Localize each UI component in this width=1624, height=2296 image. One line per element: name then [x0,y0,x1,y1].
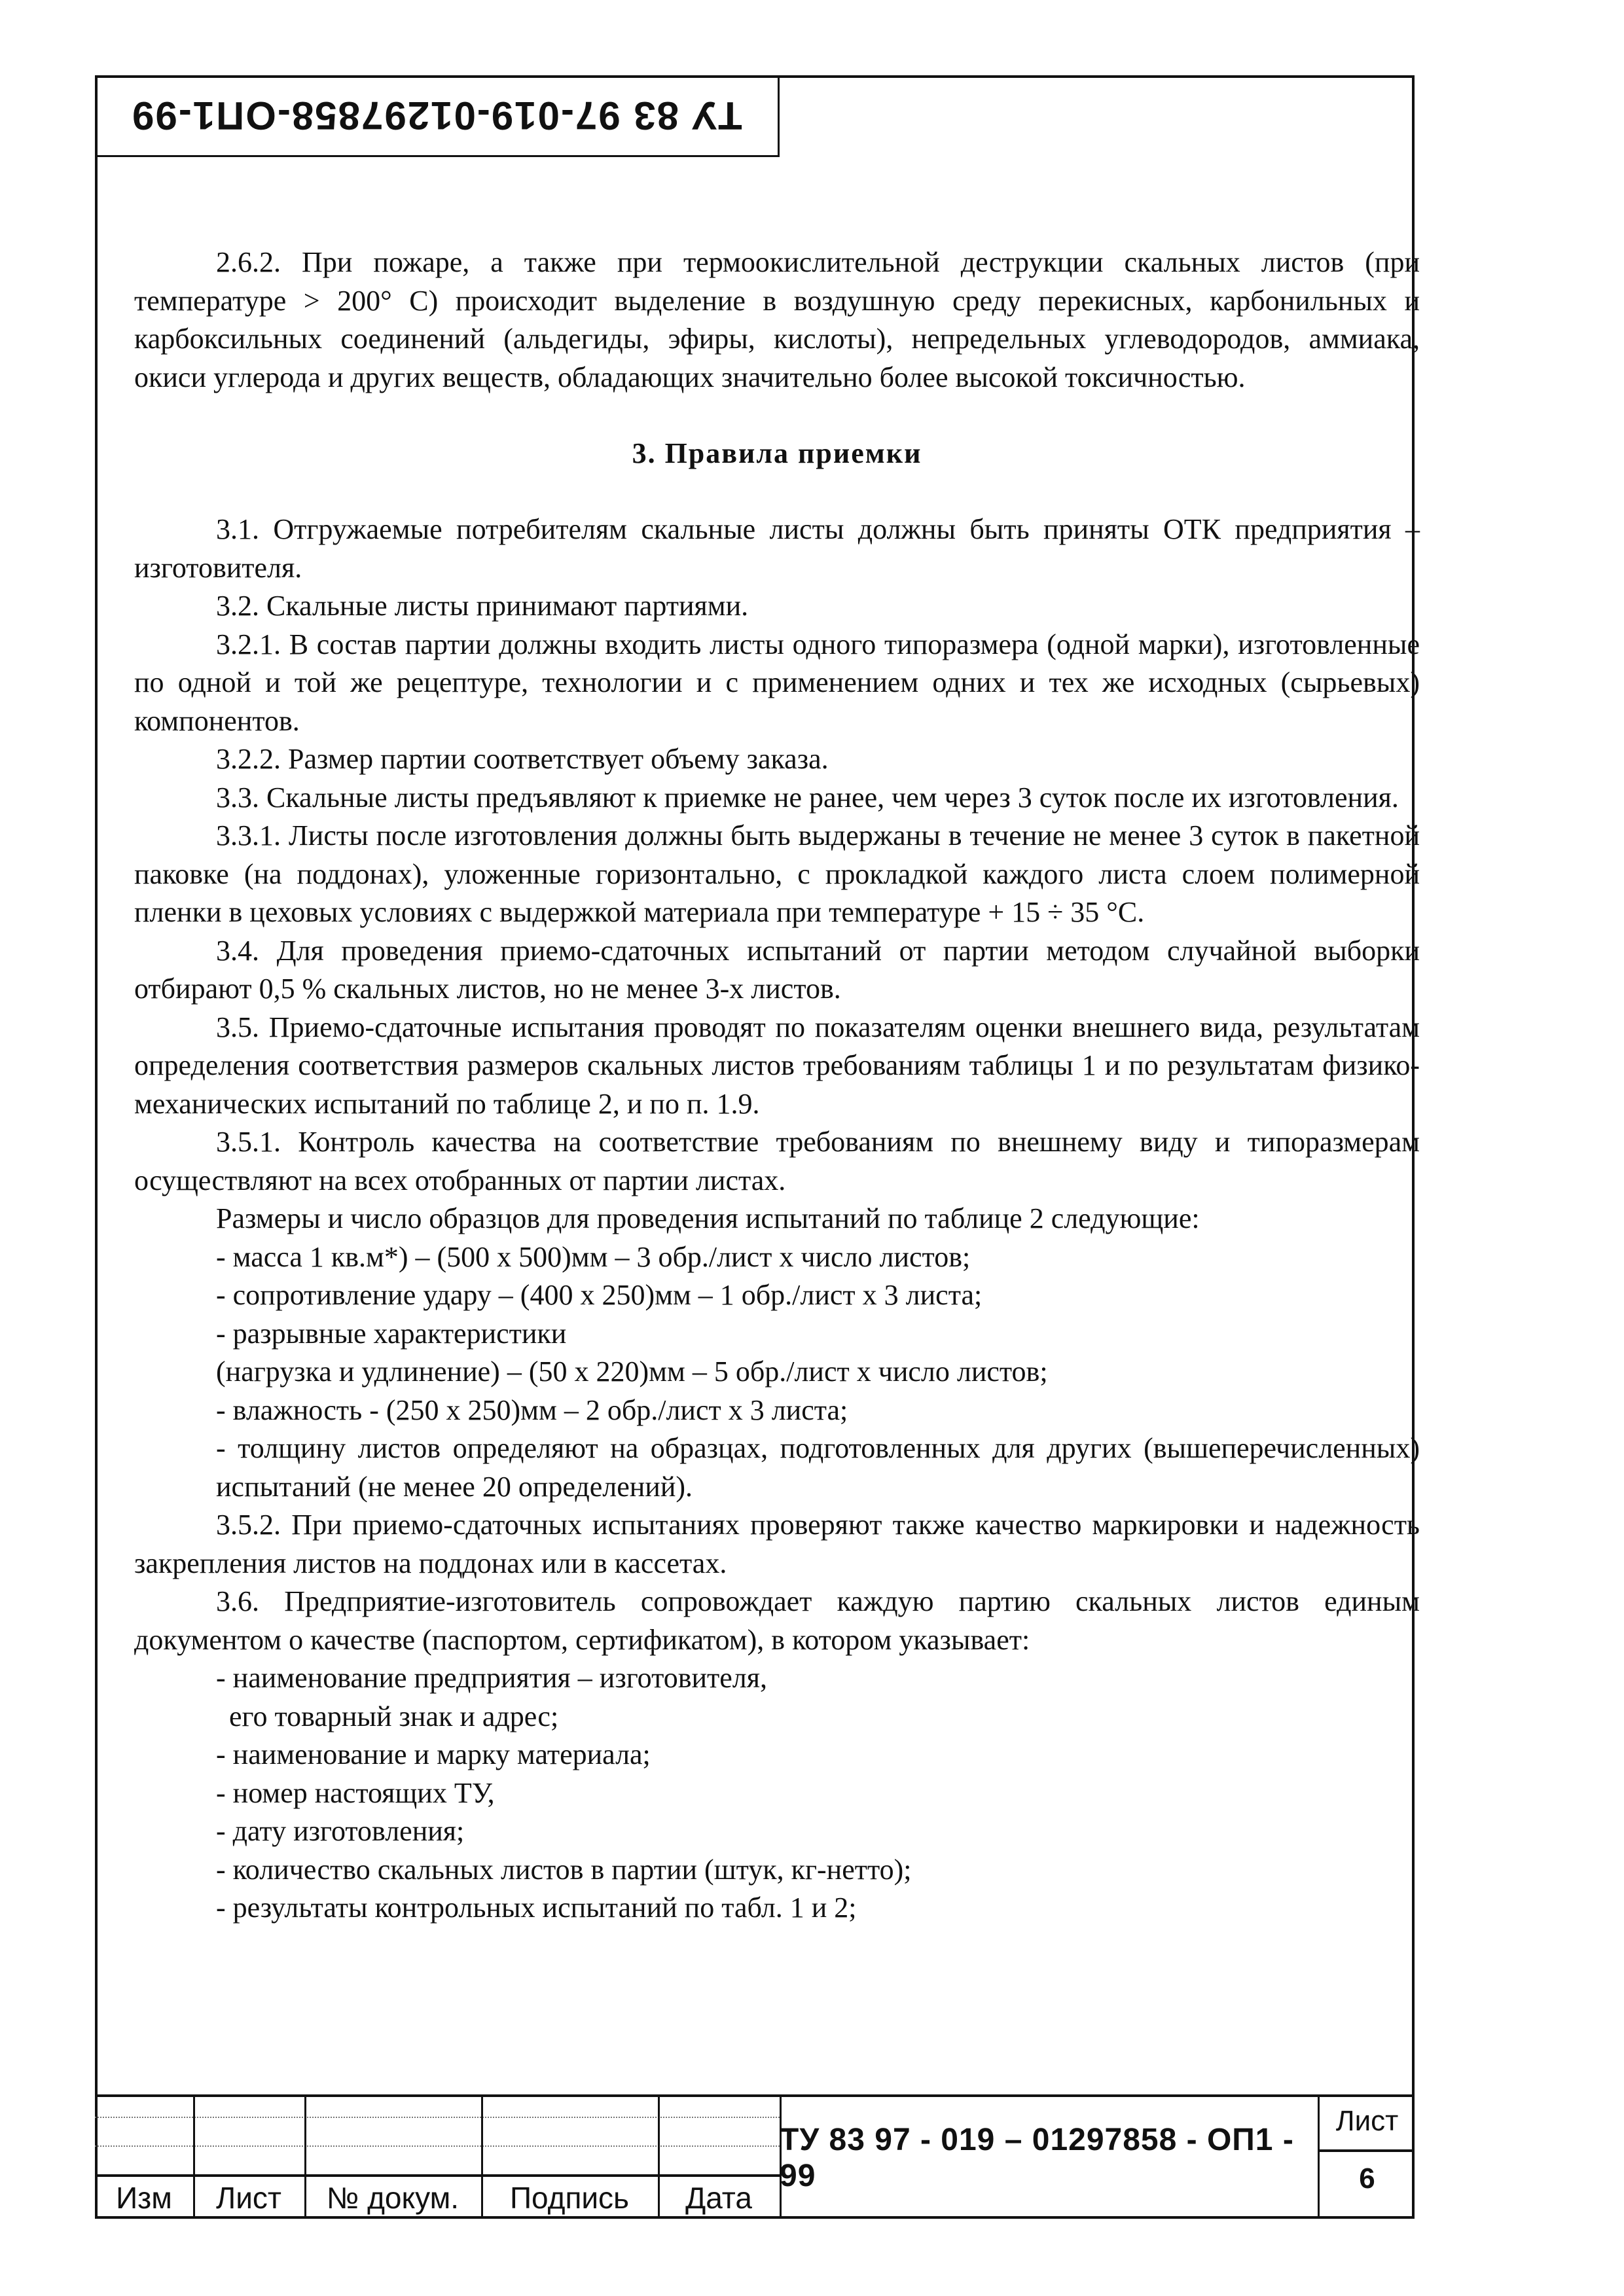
title-block [95,2094,1415,2219]
sheet-label: Лист [1335,2105,1399,2137]
document-body [134,243,1420,1928]
list-item: - влажность - (250 х 250)мм – 2 обр./лист х 3 листа; [216,1393,848,1426]
top-stamp-text: ТУ 83 97-019-01297858-ОП1-99 [130,93,742,137]
title-block-dotted-line [95,2145,780,2147]
paragraph-3-2-1: 3.2.1. В состав партии должны входить листы одного типоразмера (одной марки), изготовленные по одной и той же рецептуре, технологии и с применением одних и тех же исходных (сырьевых) компонентов. [134,628,1420,737]
samples-intro: Размеры и число образцов для проведения испытаний по таблице 2 следующие: [216,1202,1200,1234]
list-item: - толщину листов определяют на образцах, подготовленных для других (вышеперечисленных) испытаний (не менее 20 определений). [216,1432,1420,1503]
title-block-dotted-line [95,2117,780,2118]
paragraph-3-1: 3.1. Отгружаемые потребителям скальные листы должны быть приняты ОТК предприятия – изготовителя. [134,513,1420,584]
paragraph-3-3: 3.3. Скальные листы предъявляют к приемке не ранее, чем через 3 суток после их изготовления. [216,781,1399,814]
list-item: - результаты контрольных испытаний по табл. 1 и 2; [216,1892,857,1924]
col-sign-label: Подпись [509,2181,630,2215]
list-item: его товарный знак и адрес; [229,1700,559,1732]
paragraph-3-5-1: 3.5.1. Контроль качества на соответствие требованиям по внешнему виду и типоразмерам осуществляют на всех отобранных от партии листах. [134,1126,1420,1196]
sheet-number: 6 [1359,2162,1375,2195]
list-item: - количество скальных листов в партии (штук, кг-нетто); [216,1853,912,1886]
top-stamp [95,75,780,157]
list-item: - наименование предприятия – изготовителя, [216,1662,767,1694]
col-list-label: Лист [216,2181,281,2215]
paragraph-3-5-2: 3.5.2. При приемо-сдаточных испытаниях проверяют также качество маркировки и надежность закрепления листов на поддонах или в кассетах. [134,1509,1420,1579]
col-date-label: Дата [685,2181,752,2215]
paragraph-3-2-2: 3.2.2. Размер партии соответствует объему заказа. [216,743,829,775]
paragraph-3-4: 3.4. Для проведения приемо-сдаточных испытаний от партии методом случайной выборки отбирают 0,5 % скальных листов, но не менее 3-х листов. [134,934,1420,1005]
list-item: - наименование и марку материала; [216,1738,651,1770]
paragraph-3-2: 3.2. Скальные листы принимают партиями. [216,590,749,622]
list-item: - масса 1 кв.м*) – (500 х 500)мм – 3 обр./лист х число листов; [216,1240,971,1273]
col-doc-label: № докум. [326,2181,460,2215]
list-item: - дату изготовления; [216,1815,465,1847]
paragraph-2-6-2: 2.6.2. При пожаре, а также при термоокислительной деструкции скальных листов (при температуре > 200° С) происходит выделение в воздушную среду перекисных, карбонильных и карбоксильных соединений (альдегиды, эфиры, кислоты), непредельных углеводородов, аммиака, окиси углерода и других веществ, обладающих значительно более высокой токсичностью. [134,246,1420,393]
list-item: - разрывные характеристики [216,1317,567,1350]
section-heading: 3. Правила приемки [632,437,922,469]
col-izm-label: Изм [116,2181,172,2215]
paragraph-3-6: 3.6. Предприятие-изготовитель сопровождает каждую партию скальных листов единым документом о качестве (паспортом, сертификатом), в котором указывает: [134,1585,1420,1656]
paragraph-3-5: 3.5. Приемо-сдаточные испытания проводят по показателям оценки внешнего вида, результатам определения соответствия размеров скальных листов требованиям таблицы 1 и по результатам физико-механических испытаний по таблице 2, и по п. 1.9. [134,1011,1420,1120]
document-designation: ТУ 83 97 - 019 – 01297858 - ОП1 - 99 [780,2123,1294,2193]
list-item: - сопротивление удару – (400 х 250)мм – 1 обр./лист х 3 листа; [216,1279,983,1311]
list-item: - номер настоящих ТУ, [216,1776,495,1809]
list-item: (нагрузка и удлинение) – (50 х 220)мм – 5 обр./лист х число листов; [216,1355,1048,1388]
sheet-divider [1320,2149,1415,2152]
paragraph-3-3-1: 3.3.1. Листы после изготовления должны быть выдержаны в течение не менее 3 суток в пакетной паковке (на поддонах), уложенные горизонтально, с прокладкой каждого листа слоем полимерной пленки в цеховых условиях с выдержкой материала при температуре + 15 ÷ 35 °С. [134,819,1420,928]
